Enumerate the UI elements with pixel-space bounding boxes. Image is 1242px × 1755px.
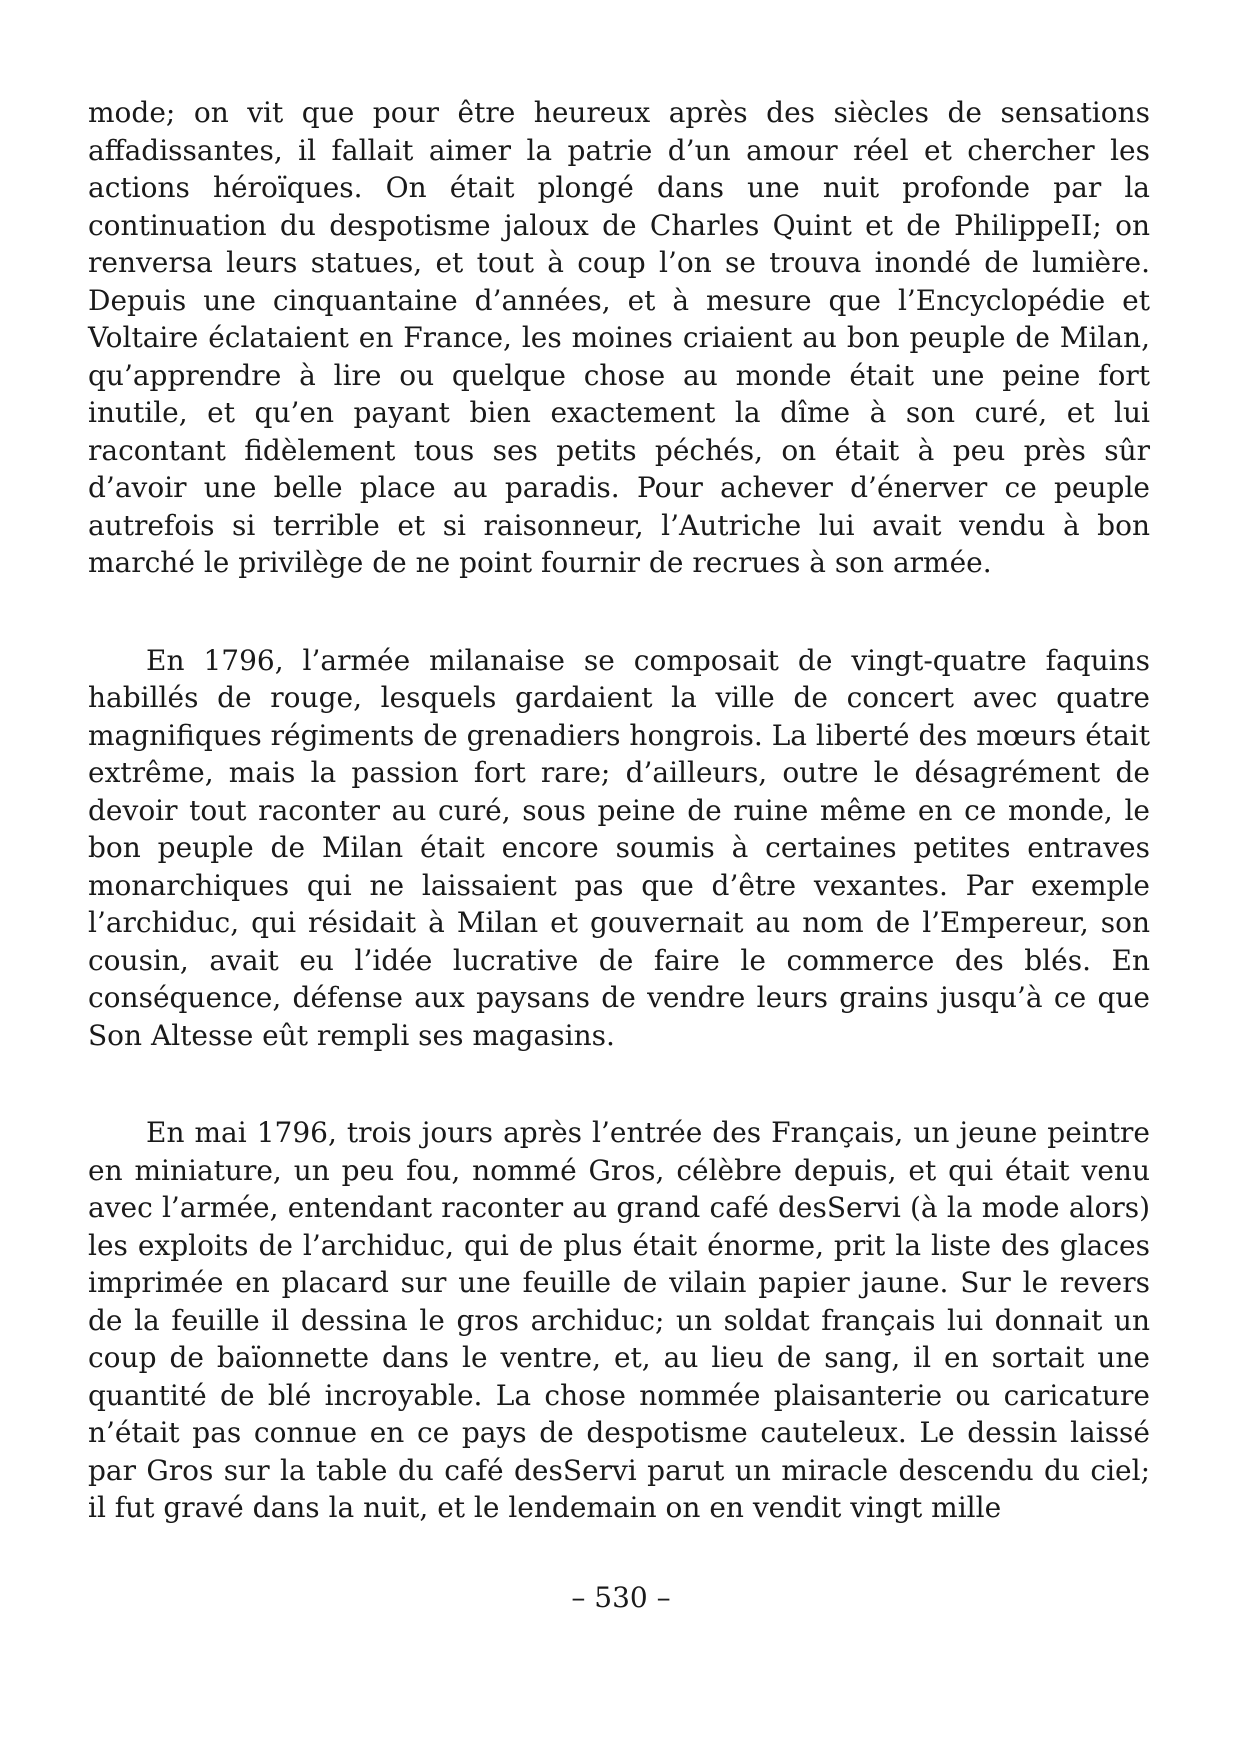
body-text xyxy=(88,94,1150,1527)
paragraph-3: En mai 1796, trois jours après l’entrée des Français, un jeune peintre en miniature, un peu fou, nommé Gros, célèbre depuis, et qui était venu avec l’armée, entendant raconter au grand café desServi (à la mode alors) les exploits de l’archiduc, qui de plus était énorme, prit la liste des glaces imprimée en placard sur une feuille de vilain papier jaune. Sur le revers de la feuille il dessina le gros archiduc; un soldat français lui donnait un coup de baïonnette dans le ventre, et, au lieu de sang, il en sortait une quantité de blé incroyable. La chose nommée plaisanterie ou caricature n’était pas connue en ce pays de despotisme cauteleux. Le dessin laissé par Gros sur la table du café desServi parut un miracle descendu du ciel; il fut gravé dans la nuit, et le lendemain on en vendit vingt mille xyxy=(88,1116,1150,1524)
page-number: – 530 – xyxy=(571,1581,671,1614)
paragraph-1: mode; on vit que pour être heureux après des siècles de sensations affadissantes, il fallait aimer la patrie d’un amour réel et chercher les actions héroïques. On était plongé dans une nuit profonde par la continuation du despotisme jaloux de Charles Quint et de PhilippeII; on renversa leurs statues, et tout à coup l’on se trouva inondé de lumière. Depuis une cinquantaine d’années, et à mesure que l’Encyclopédie et Voltaire éclataient en France, les moines criaient au bon peuple de Milan, qu’apprendre à lire ou quelque chose au monde était une peine fort inutile, et qu’en payant bien exactement la dîme à son curé, et lui racontant fidèlement tous ses petits péchés, on était à peu près sûr d’avoir une belle place au paradis. Pour achever d’énerver ce peuple autrefois si terrible et si raisonneur, l’Autriche lui avait vendu à bon marché le privilège de ne point fournir de recrues à son armée. xyxy=(88,96,1150,579)
paragraph-2: En 1796, l’armée milanaise se composait de vingt-quatre faquins habillés de rouge, lesquels gardaient la ville de concert avec quatre magnifiques régiments de grenadiers hongrois. La liberté des mœurs était extrême, mais la passion fort rare; d’ailleurs, outre le désagrément de devoir tout raconter au curé, sous peine de ruine même en ce monde, le bon peuple de Milan était encore soumis à certaines petites entraves monarchiques qui ne laissaient pas que d’être vexantes. Par exemple l’archiduc, qui résidait à Milan et gouvernait au nom de l’Empereur, son cousin, avait eu l’idée lucrative de faire le commerce des blés. En conséquence, défense aux paysans de vendre leurs grains jusqu’à ce que Son Altesse eût rempli ses magasins. xyxy=(88,643,1150,1052)
